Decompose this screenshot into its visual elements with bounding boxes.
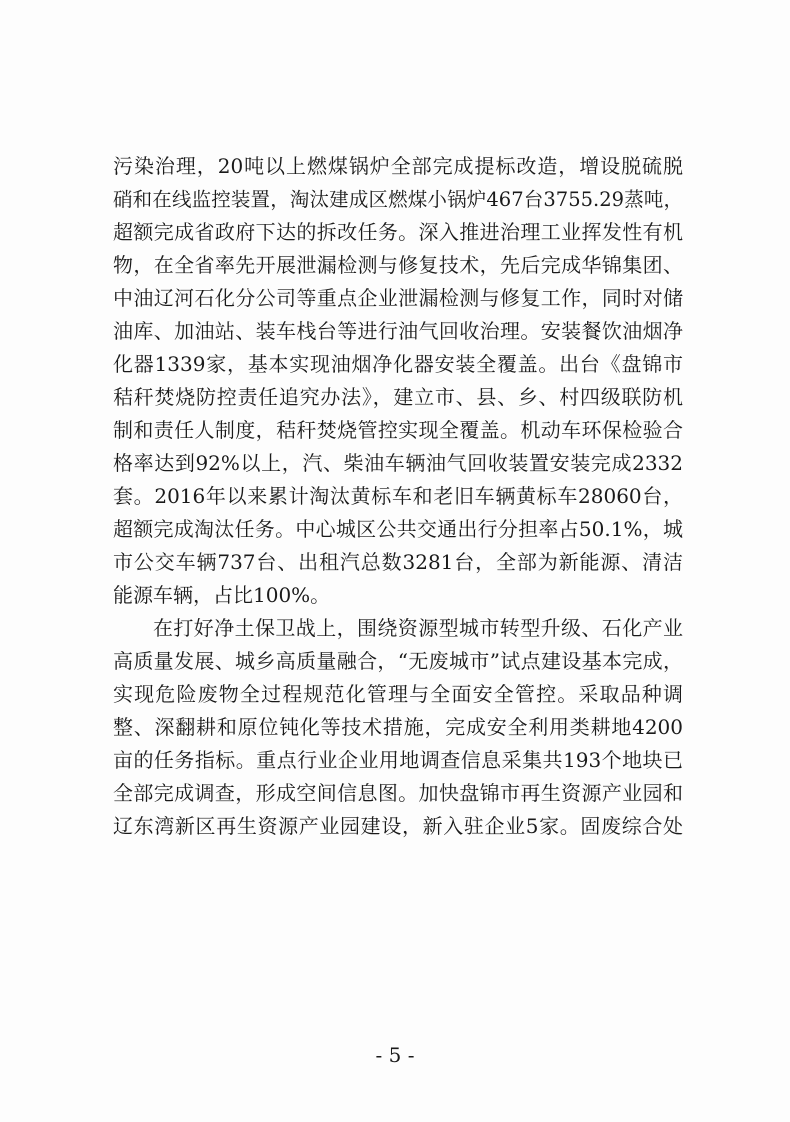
paragraph-1-line-2: 硝和在线监控装置，淘汰建成区燃煤小锅炉467台3755.29蒸吨， [113,188,683,211]
paragraph-1-line-12: 超额完成淘汰任务。中心城区公共交通出行分担率占50.1%，城 [113,517,683,541]
paragraph-1-line-6: 油库、加油站、装车栈台等进行油气回收治理。安装餐饮油烟净 [113,319,683,343]
paragraph-1-line-10: 格率达到92%以上，汽、柴油车辆油气回收装置安装完成2332 [113,451,683,475]
paragraph-1-line-8: 秸秆焚烧防控责任追究办法》，建立市、县、乡、村四级联防机 [113,385,683,409]
paragraph-1-line-4: 物，在全省率先开展泄漏检测与修复技术，先后完成华锦集团、 [113,253,683,277]
paragraph-2-line-4: 整、深翻耕和原位钝化等技术措施，完成安全利用类耕地4200 [113,715,683,739]
paragraph-1-line-11: 套。2016年以来累计淘汰黄标车和老旧车辆黄标车28060台， [113,484,683,508]
paragraph-2-line-6: 全部完成调查，形成空间信息图。加快盘锦市再生资源产业园和 [113,781,683,805]
paragraph-1-line-3: 超额完成省政府下达的拆改任务。深入推进治理工业挥发性有机 [113,220,683,244]
paragraph-2-line-7: 辽东湾新区再生资源产业园建设，新入驻企业5家。固废综合处 [113,814,683,838]
paragraph-2-line-1: 在打好净土保卫战上，围绕资源型城市转型升级、石化产业 [153,616,683,640]
paragraph-1-line-5: 中油辽河石化分公司等重点企业泄漏检测与修复工作，同时对储 [113,286,683,310]
paragraph-1-line-7: 化器1339家，基本实现油烟净化器安装全覆盖。出台《盘锦市 [113,352,683,376]
paragraph-1-line-14: 能源车辆，占比100%。 [113,583,331,607]
paragraph-2-line-2: 高质量发展、城乡高质量融合，“无废城市”试点建设基本完成， [113,649,683,673]
page-number: - 5 - [375,1043,415,1067]
paragraph-1-line-9: 制和责任人制度，秸秆焚烧管控实现全覆盖。机动车环保检验合 [113,418,683,442]
paragraph-2-line-3: 实现危险废物全过程规范化管理与全面安全管控。采取品种调 [113,682,683,706]
paragraph-2-line-5: 亩的任务指标。重点行业企业用地调查信息采集共193个地块已 [113,748,683,772]
paragraph-1-line-1: 污染治理，20吨以上燃煤锅炉全部完成提标改造，增设脱硫脱 [113,154,683,178]
paragraph-1-line-13: 市公交车辆737台、出租汽总数3281台，全部为新能源、清洁 [113,550,683,574]
body-text [113,150,683,843]
